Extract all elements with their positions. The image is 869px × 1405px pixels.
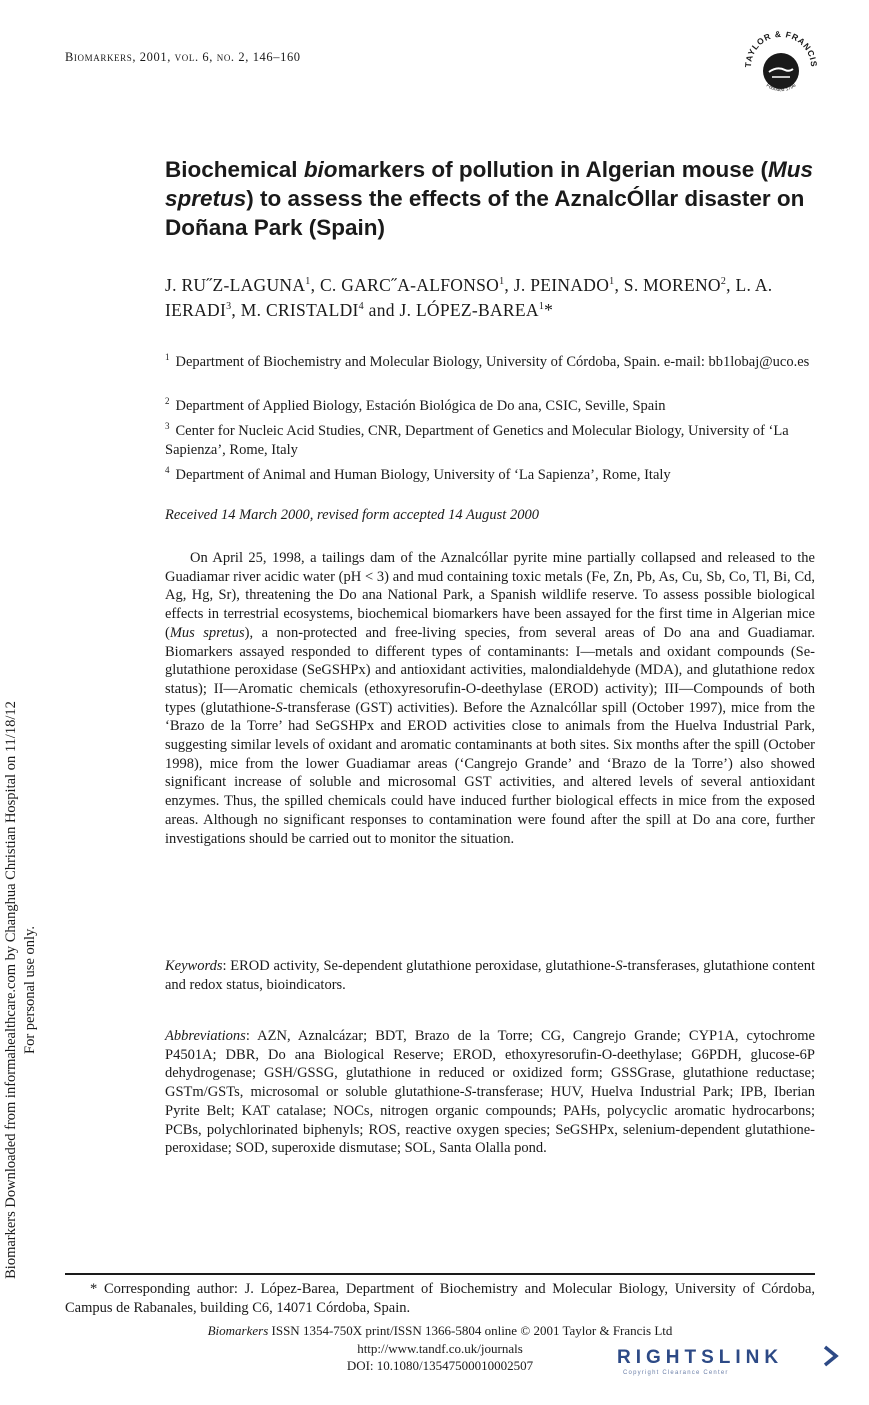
article-title: Biochemical biomarkers of pollution in Algerian mouse (Mus spretus) to assess the effects of the AznalcÓllar disaster on Doñana Park (Spain): [165, 157, 814, 240]
issn-line: Biomarkers ISSN 1354-750X print/ISSN 1366-5804 online © 2001 Taylor & Francis Ltd: [207, 1323, 673, 1338]
svg-text:Copyright Clearance Center: Copyright Clearance Center: [623, 1370, 729, 1376]
journal-url[interactable]: http://www.tandf.co.uk/journals: [357, 1341, 523, 1356]
download-watermark: Biomarkers Downloaded from informahealthcare.com by Changhua Christian Hospital on 11/18/12 For personal use only.: [3, 701, 38, 1279]
taylor-francis-logo: [742, 28, 820, 106]
journal-name: Biomarkers: [65, 50, 133, 64]
affiliation-2: $^2$ Department of Applied Biology, Estación Biológica de Do ana, CSIC, Seville, Spain: [165, 396, 666, 414]
svg-text:RIGHTSLINK: RIGHTSLINK: [617, 1347, 784, 1368]
rightslink-logo[interactable]: [617, 1343, 849, 1379]
abbreviations: Abbreviations: AZN, Aznalcázar; BDT, Brazo de la Torre; CG, Cangrejo Grande; CYP1A, cytochrome P4501A; DBR, Do ana Biological Reserve; EROD, ethoxyresorufin-O-deethylase; G6PDH, glucose-6P dehydrogenase; GSH/GSSG, glutathione in reduced or oxidized form; GSSGrase, glutathione reductase; GSTm/GSTs, microsomal or soluble glutathione-S-transferase; HUV, Huelva Industrial Park; IPB, Iberian Pyrite Belt; KAT catalase; NOCs, nitrogen organic compounds; PAHs, polycyclic aromatic hydrocarbons; PCBs, polychlorinated biphenyls; ROS, reactive oxygen species; SeGSHPx, selenium-dependent glutathione-peroxidase; SOD, superoxide dismutase; SOL, Santa Olalla pond.: [165, 1028, 815, 1157]
doi: DOI: 10.1080/13547500010002507: [346, 1358, 534, 1373]
rightslink-arrow-icon: [825, 1347, 836, 1365]
affiliation-1: $^1$ Department of Biochemistry and Molecular Biology, University of Córdoba, Spain. e-mail: bb1lobaj@uco.es: [165, 352, 810, 370]
svg-text:Founded 1798: Founded 1798: [764, 82, 798, 94]
footnote-rule: [65, 1273, 815, 1275]
affiliation-3: $^3$ Center for Nucleic Acid Studies, CNR, Department of Genetics and Molecular Biology, University of ‘La Sapienza’, Rome, Italy: [165, 421, 789, 458]
journal-citation: Biomarkers, 2001, vol. 6, no. 2, 146–160: [65, 50, 301, 64]
corresponding-author-footnote: * Corresponding author: J. López-Barea, Department of Biochemistry and Molecular Biology, University of Córdoba, Campus de Rabanales, building C6, 14071 Córdoba, Spain.: [65, 1281, 815, 1316]
author-list: J. RU˝Z-LAGUNA$^1$, C. GARC˝A-ALFONSO$^1$, J. PEINADO$^1$, S. MORENO$^2$, L. A. IERADI$^3$, M. CRISTALDI$^4$ and J. LÓPEZ-BAREA$^1$*: [165, 275, 773, 320]
affiliation-4: $^4$ Department of Animal and Human Biology, University of ‘La Sapienza’, Rome, Italy: [165, 465, 671, 483]
received-dates: Received 14 March 2000, revised form accepted 14 August 2000: [165, 507, 539, 523]
svg-text:TAYLOR & FRANCIS: TAYLOR & FRANCIS: [742, 28, 820, 68]
keywords: Keywords: EROD activity, Se-dependent glutathione peroxidase, glutathione-S-transferases, glutathione content and redox status, bioindicators.: [165, 958, 815, 993]
abstract: On April 25, 1998, a tailings dam of the Aznalcóllar pyrite mine partially collapsed and released to the Guadiamar river acidic water (pH < 3) and mud containing toxic metals (Fe, Zn, Pb, As, Cu, Sb, Co, Tl, Bi, Cd, Ag, Hg, Sr), threatening the Do ana National Park, a Spanish wildlife reserve. To assess possible biological effects in terrestrial ecosystems, biochemical biomarkers have been assayed for the first time in Algerian mice (Mus spretus), a non-protected and free-living species, from several areas of Do ana and Guadiamar. Biomarkers assayed responded to different types of contaminants: I—metals and oxidant compounds (Se-glutathione peroxidase (SeGSHPx) and antioxidant activities, malondialdehyde (MDA), and glutathione redox status); II—Aromatic chemicals (ethoxyresorufin-O-deethylase (EROD) activity); III—Compounds of both types (glutathione-S-transferase (GST) activities). Before the Aznalcóllar spill (October 1997), mice from the ‘Brazo de la Torre’ had SeGSHPx and EROD activities close to animals from the Huelva Industrial Park, suggesting similar levels of oxidant and aromatic contaminants at both sites. Six months after the spill (October 1998), mice from the lower Guadiamar areas (‘Cangrejo Grande’ and ‘Brazo de la Torre’) also showed significant increase of soluble and microsomal GST activities, and altered levels of several antioxidant enzymes. Thus, the spilled chemicals could have induced further biological effects in mice from the exposed areas. Although no significant responses to contamination were found after the spill at Do ana core, further investigations should be carried out to monitor the situation.: [165, 550, 816, 847]
